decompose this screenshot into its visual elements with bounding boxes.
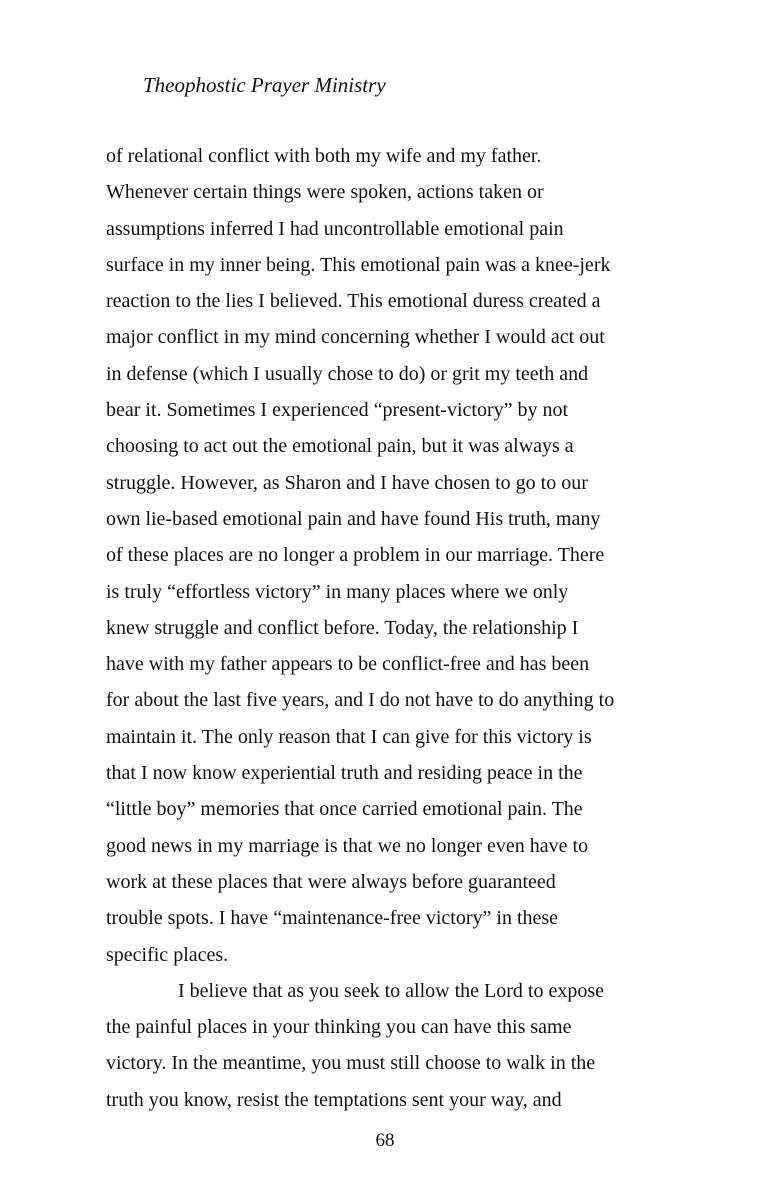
text-line: Whenever certain things were spoken, actions taken or	[106, 181, 544, 204]
paragraph-first-line: I believe that as you seek to allow the Lord to expose	[178, 979, 604, 1002]
text-line: reaction to the lies I believed. This emotional duress created a	[106, 290, 601, 313]
text-line: “little boy” memories that once carried emotional pain. The	[106, 798, 583, 821]
body-text	[106, 138, 706, 1118]
text-line: specific places.	[106, 943, 229, 966]
text-line: struggle. However, as Sharon and I have chosen to go to our	[106, 471, 588, 494]
text-line: bear it. Sometimes I experienced “present-victory” by not	[106, 399, 569, 422]
text-line: good news in my marriage is that we no longer even have to	[106, 834, 589, 857]
text-line: of these places are no longer a problem in our marriage. There	[106, 544, 605, 567]
text-line: choosing to act out the emotional pain, but it was always a	[106, 435, 574, 458]
page-number: 68	[375, 1130, 395, 1151]
text-line: knew struggle and conflict before. Today, the relationship I	[106, 616, 579, 639]
text-line: that I now know experiential truth and residing peace in the	[106, 762, 583, 785]
text-line: the painful places in your thinking you can have this same	[106, 1016, 572, 1039]
running-head-title: Theophostic Prayer Ministry	[143, 73, 386, 97]
text-line: trouble spots. I have “maintenance-free victory” in these	[106, 907, 559, 930]
text-line: own lie-based emotional pain and have found His truth, many	[106, 507, 601, 530]
text-line: surface in my inner being. This emotional pain was a knee-jerk	[106, 253, 611, 276]
text-line: for about the last five years, and I do not have to do anything to	[106, 689, 615, 712]
text-line: have with my father appears to be conflict-free and has been	[106, 653, 590, 676]
text-line: in defense (which I usually chose to do) or grit my teeth and	[106, 362, 589, 385]
text-line: of relational conflict with both my wife and my father.	[106, 145, 542, 167]
text-line: major conflict in my mind concerning whether I would act out	[106, 326, 605, 349]
text-line: victory. In the meantime, you must still choose to walk in the	[106, 1052, 596, 1075]
text-line: is truly “effortless victory” in many places where we only	[106, 580, 569, 603]
text-line: assumptions inferred I had uncontrollable emotional pain	[106, 217, 564, 240]
text-line: truth you know, resist the temptations sent your way, and	[106, 1088, 562, 1111]
text-line: work at these places that were always before guaranteed	[106, 870, 556, 893]
text-line: maintain it. The only reason that I can give for this victory is	[106, 725, 592, 748]
